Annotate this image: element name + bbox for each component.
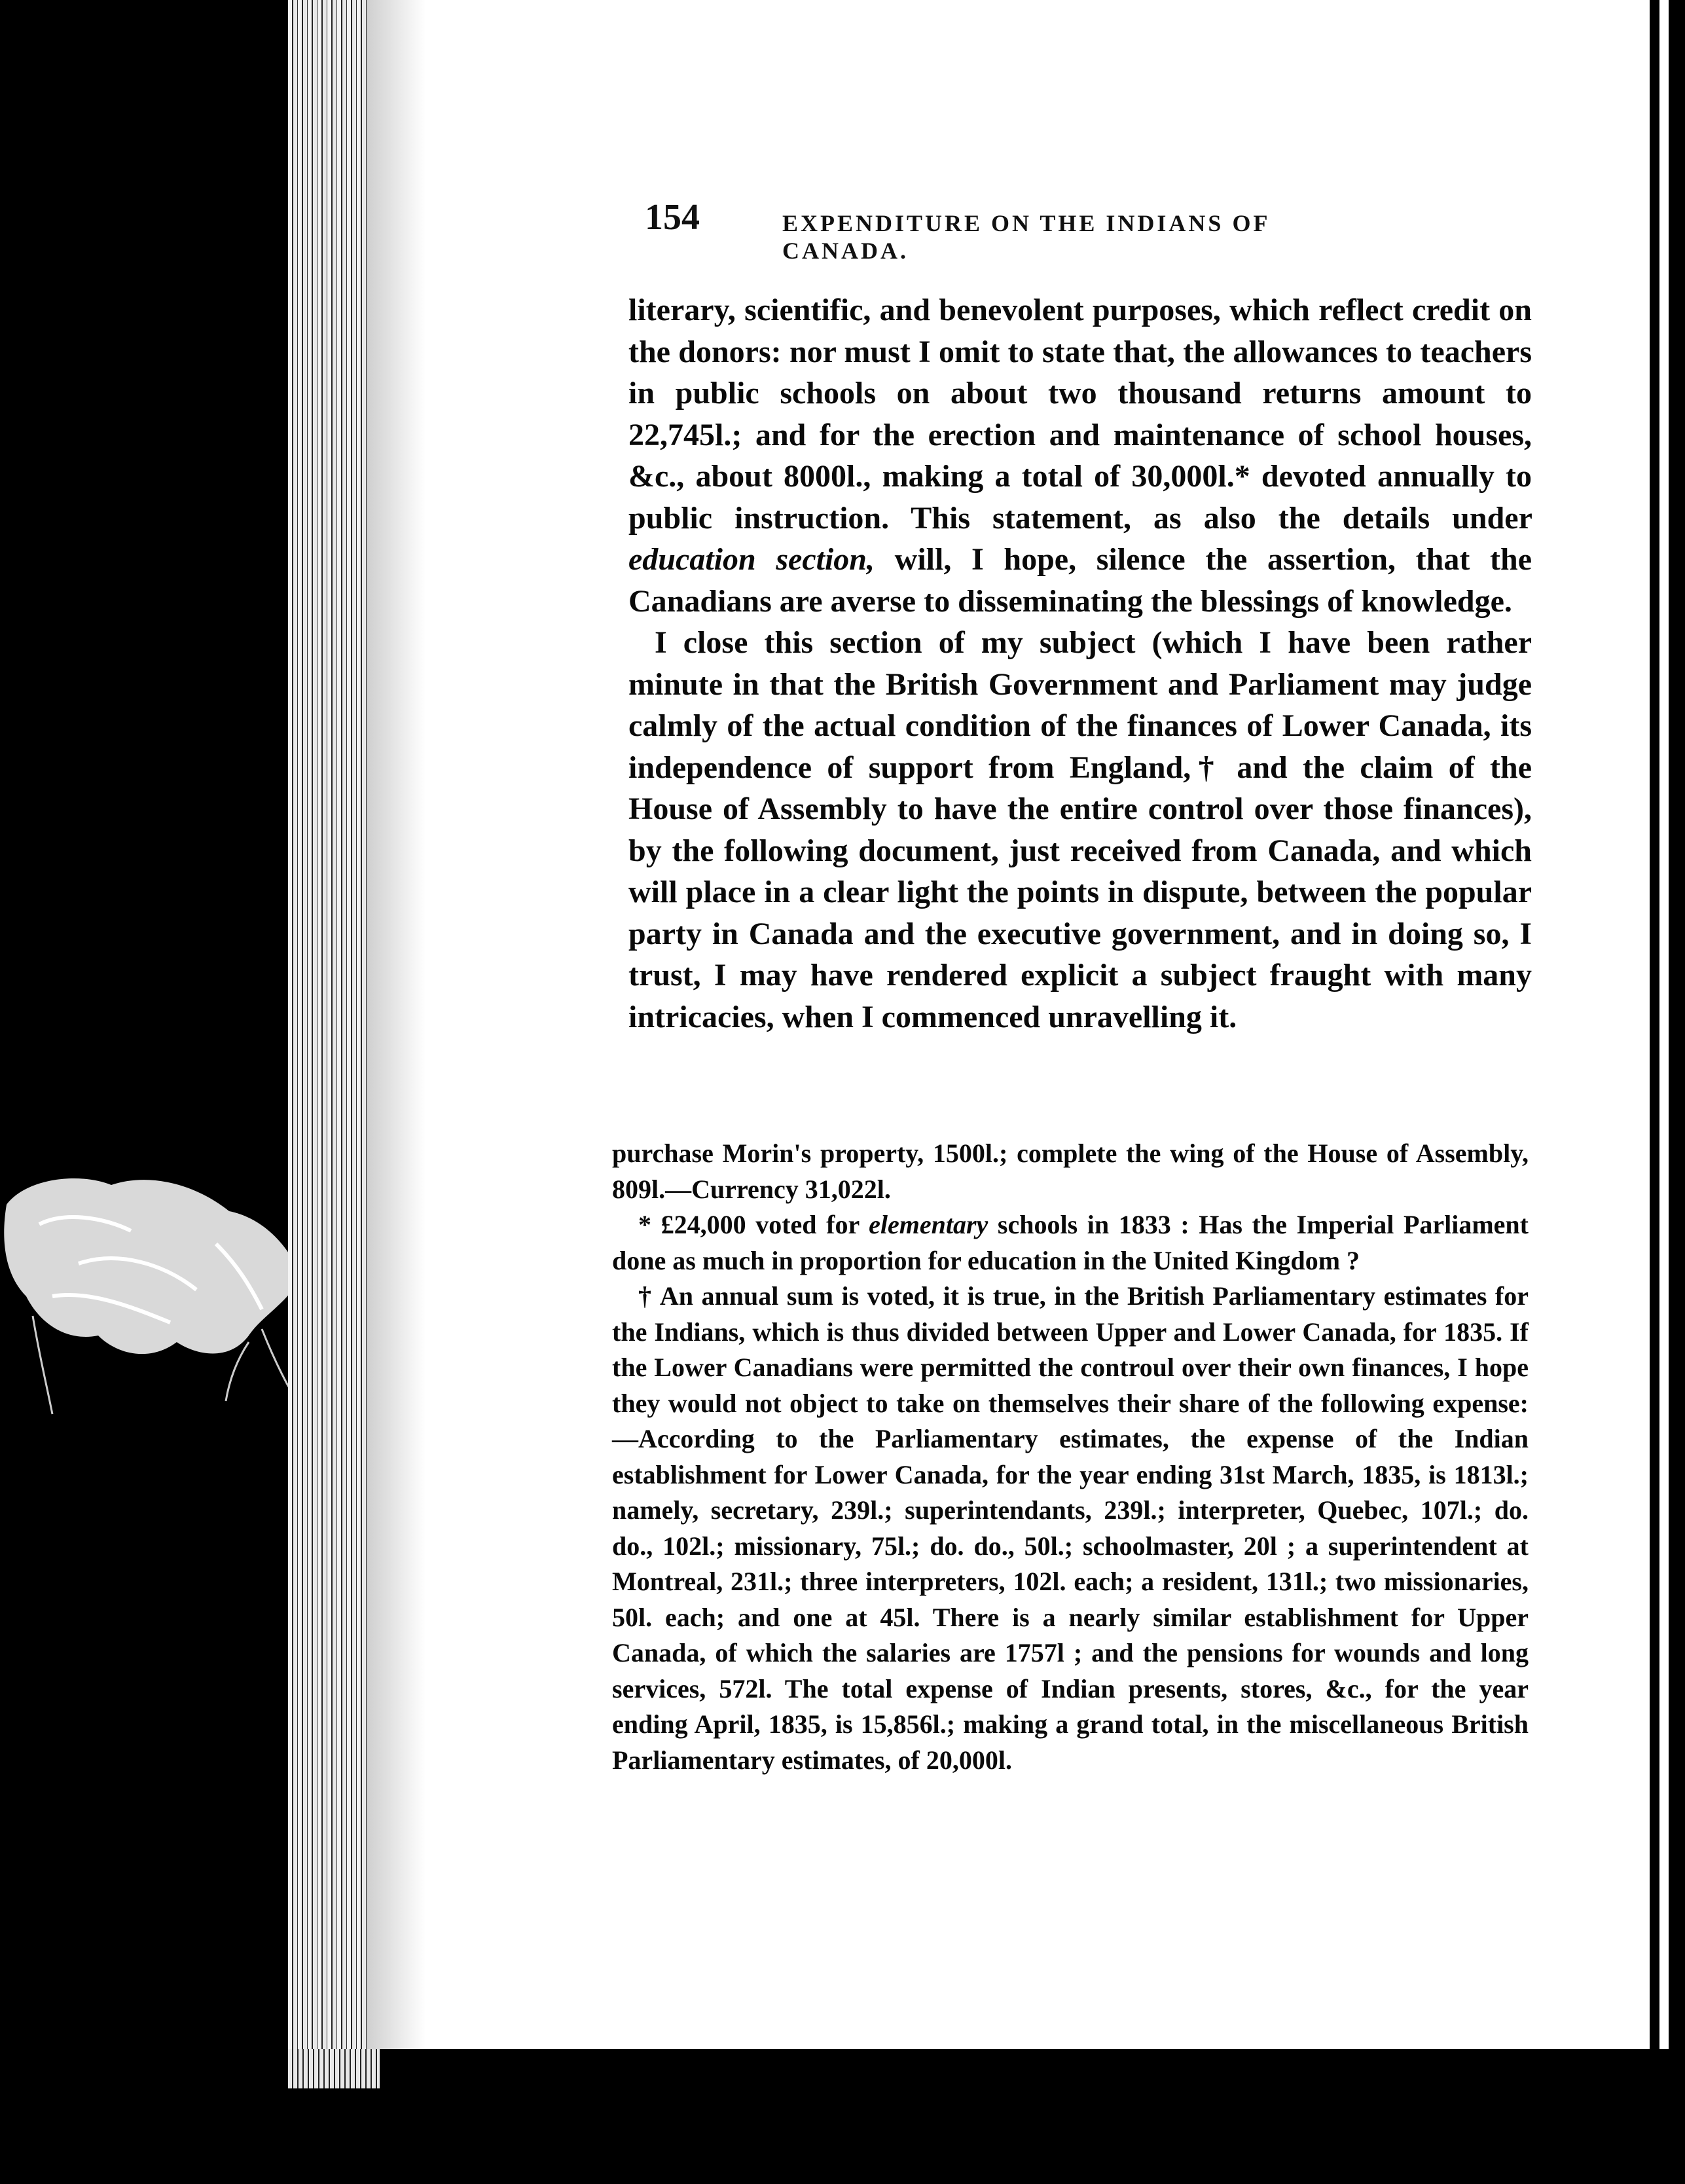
page-edges-stack	[288, 0, 376, 2049]
footnote-star-italic: elementary	[869, 1210, 988, 1239]
paragraph-1-italic: education section,	[628, 542, 875, 577]
page-header	[645, 196, 1401, 264]
page-number: 154	[645, 197, 700, 238]
footnote-dagger: † An annual sum is voted, it is true, in the British Parliamentary estimates for the Indians, which is thus divided between Upper and Lower Canada, for 1835. If the Lower Canadians were permitted the controul over their own finances, I hope they would not object to take on themselves their share of the following expense:—According to the Parliamentary estimates, the expense of the Indian establishment for Lower Canada, for the year ending 31st March, 1835, is 1813l.; namely, secretary, 239l.; superintendants, 239l.; interpreter, Quebec, 107l.; do. do., 102l.; missionary, 75l.; do. do., 50l.; schoolmaster, 20l ; a superintendent at Montreal, 231l.; three interpreters, 102l. each; a resident, 131l.; two missionaries, 50l. each; and one at 45l. There is a nearly similar establishment for Upper Canada, of which the salaries are 1757l ; and the pensions for wounds and long services, 572l. The total expense of Indian presents, stores, &c., for the year ending April, 1835, is 15,856l.; making a grand total, in the miscellaneous British Parliamentary estimates, of 20,000l.	[612, 1281, 1529, 1775]
scan-background-bottom	[0, 2049, 1685, 2184]
paragraph-1-text: literary, scientific, and benevolent purposes, which reflect credit on the donors: nor must I omit to state that, the allowances to teachers in public schools on about two thousand returns amount to 22,745l.; and for the erection and maintenance of school houses, &c., about 8000l., making a total of 30,000l.* devoted annually to public instruction. This statement, as also the details under	[628, 293, 1532, 536]
paragraph-1	[628, 289, 1532, 622]
next-page-edge	[1659, 0, 1669, 2115]
page-edges-bottom	[288, 2049, 380, 2088]
running-head: EXPENDITURE ON THE INDIANS OF CANADA.	[782, 210, 1270, 264]
paper-fiber-debris	[0, 1165, 308, 1421]
footnote-continued: purchase Morin's property, 1500l.; complete the wing of the House of Assembly, 809l.—Currency 31,022l.	[612, 1138, 1529, 1204]
paragraph-2: I close this section of my subject (which I have been rather minute in that the British Government and Parliament may judge calmly of the actual condition of the finances of Lower Canada, its independence of support from England,† and the claim of the House of Assembly to have the entire control over those finances), by the following document, just received from Canada, and which will place in a clear light the points in dispute, between the popular party in Canada and the executive government, and in doing so, I trust, I may have rendered explicit a subject fraught with many intricacies, when I commenced unravelling it.	[628, 625, 1532, 1034]
spine-shadow	[367, 0, 426, 2049]
footnote-star-text: * £24,000 voted for	[638, 1210, 860, 1239]
footnotes	[612, 1136, 1529, 1778]
footnote-star	[612, 1207, 1529, 1279]
footnote-star-end: schools in 1833 : Has the Imperial Parliament done as much in proportion for education in the United Kingdom ?	[612, 1210, 1529, 1275]
scan-background-left	[0, 0, 308, 2184]
main-text	[628, 289, 1532, 1038]
paragraph-1-end: will, I hope, silence the assertion, that the Canadians are averse to disseminating the blessings of knowledge.	[628, 542, 1532, 619]
